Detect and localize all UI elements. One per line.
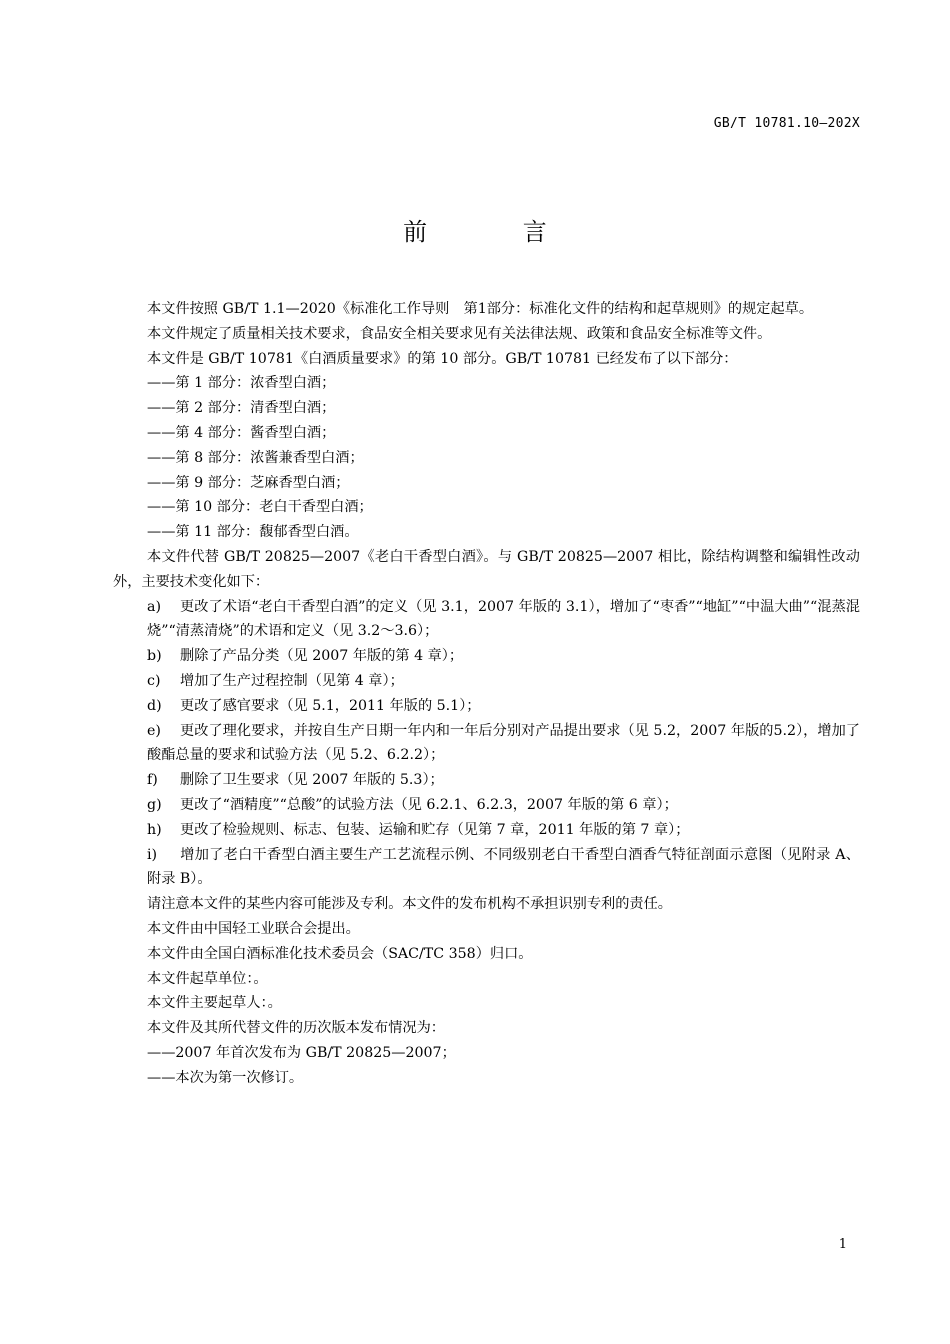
paragraph-proposer: 本文件由中国轻工业联合会提出。: [147, 920, 360, 937]
list-item-part: ——第 9 部分：芝麻香型白酒；: [147, 474, 350, 491]
change-item: [113, 644, 860, 669]
paragraph-drafting-units: 本文件起草单位：。: [147, 970, 268, 987]
paragraph-drafters: 本文件主要起草人：。: [147, 995, 282, 1012]
change-item: [113, 719, 860, 769]
change-label: d): [147, 697, 162, 714]
paragraph-series: 本文件是 GB/T 10781《白酒质量要求》的第 10 部分。GB/T 10781 已经发布了以下部分：: [147, 350, 738, 367]
change-item: [113, 768, 860, 793]
change-text: 更改了理化要求，并按自生产日期一年内和一年后分别对产品提出要求（见 5.2，2007 年版的5.2），增加了酸酯总量的要求和试验方法（见 5.2、6.2.2）；: [147, 722, 860, 764]
change-text: 删除了产品分类（见 2007 年版的第 4 章）；: [180, 648, 464, 665]
standard-code: GB/T 10781.10—202X: [713, 116, 860, 131]
page-number: 1: [838, 1237, 847, 1252]
change-label: e): [147, 722, 161, 739]
change-text: 增加了生产过程控制（见第 4 章）；: [180, 672, 404, 689]
change-label: h): [147, 821, 162, 838]
list-item-part: ——第 11 部分：馥郁香型白酒。: [147, 524, 359, 541]
list-item-part: ——第 8 部分：浓酱兼香型白酒；: [147, 449, 364, 466]
change-item: [113, 843, 860, 893]
list-item-part: ——第 10 部分：老白干香型白酒；: [147, 499, 373, 516]
change-label: b): [147, 648, 162, 665]
paragraph-patent-notice: 请注意本文件的某些内容可能涉及专利。本文件的发布机构不承担识别专利的责任。: [147, 896, 672, 913]
change-item: [113, 694, 860, 719]
change-label: f): [147, 772, 158, 789]
change-text: 增加了老白干香型白酒主要生产工艺流程示例、不同级别老白干香型白酒香气特征剖面示意图（见附录 A、附录 B）。: [147, 846, 860, 888]
change-label: i): [147, 846, 158, 863]
list-item-part: ——第 4 部分：酱香型白酒；: [147, 424, 336, 441]
change-item: [113, 595, 860, 645]
change-label: a): [147, 598, 161, 615]
paragraph-drafting-rules: 本文件按照 GB/T 1.1—2020《标准化工作导则 第1部分：标准化文件的结构和起草规则》的规定起草。: [147, 301, 814, 317]
page-title: 前 言: [403, 218, 591, 246]
list-item-part: ——第 1 部分：浓香型白酒；: [147, 375, 336, 392]
paragraph-committee: 本文件由全国白酒标准化技术委员会（SAC/TC 358）归口。: [147, 945, 533, 962]
change-text: 更改了检验规则、标志、包装、运输和贮存（见第 7 章，2011 年版的第 7 章）；: [180, 821, 690, 838]
change-label: c): [147, 672, 161, 689]
list-item-history: ——本次为第一次修订。: [147, 1069, 304, 1086]
paragraph-replaces: 本文件代替 GB/T 20825—2007《老白干香型白酒》。与 GB/T 20825—2007 相比，除结构调整和编辑性改动外，主要技术变化如下：: [113, 548, 860, 590]
change-text: 更改了“酒精度”“总酸”的试验方法（见 6.2.1、6.2.3，2007 年版的第 6 章）；: [180, 796, 678, 813]
paragraph-scope: 本文件规定了质量相关技术要求，食品安全相关要求见有关法律法规、政策和食品安全标准等文件。: [147, 325, 772, 342]
list-item-history: ——2007 年首次发布为 GB/T 20825—2007；: [147, 1044, 456, 1061]
change-text: 删除了卫生要求（见 2007 年版的 5.3）；: [180, 772, 444, 789]
change-label: g): [147, 796, 162, 813]
foreword-body: [113, 297, 860, 1091]
list-item-part: ——第 2 部分：清香型白酒；: [147, 400, 336, 417]
change-text: 更改了感官要求（见 5.1，2011 年版的 5.1）；: [180, 697, 481, 714]
change-text: 更改了术语“老白干香型白酒”的定义（见 3.1，2007 年版的 3.1），增加了“枣香”“地缸”“中温大曲”“混蒸混烧”“清蒸清烧”的术语和定义（见 3.2～3.6）；: [147, 598, 860, 640]
change-item: [113, 669, 860, 694]
paragraph-history-intro: 本文件及其所代替文件的历次版本发布情况为：: [147, 1020, 445, 1037]
change-item: [113, 818, 860, 843]
change-item: [113, 793, 860, 818]
